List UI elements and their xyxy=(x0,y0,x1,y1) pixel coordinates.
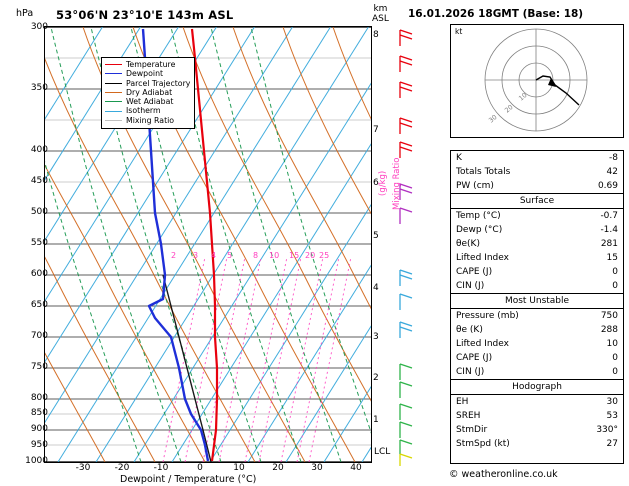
km-tick-3: 3 xyxy=(373,332,379,342)
row-value: 330° xyxy=(596,425,618,435)
legend-label-dry-adiabat: Dry Adiabat xyxy=(126,87,173,97)
row-value: 15 xyxy=(606,253,618,263)
section-header-most-unstable: Most Unstable xyxy=(451,293,623,309)
wind-barb-300 xyxy=(400,30,412,46)
hodograph-unit-label: kt xyxy=(455,27,463,36)
ytick-350: 350 xyxy=(30,83,48,93)
xtick-10: 10 xyxy=(233,463,245,473)
row-label: CIN (J) xyxy=(456,367,485,377)
table-row xyxy=(451,309,623,323)
legend-label-wet-adiabat: Wet Adiabat xyxy=(126,97,174,107)
row-label: Pressure (mb) xyxy=(456,311,519,321)
svg-text:20: 20 xyxy=(503,103,515,115)
row-label: PW (cm) xyxy=(456,181,494,191)
mixing-ratio-axis-label: Mixing Ratio xyxy=(392,157,402,210)
row-label: CAPE (J) xyxy=(456,353,493,363)
lcl-label: LCL xyxy=(374,447,391,457)
wind-barb-490 xyxy=(400,184,412,200)
mixing-ratio-label-8: 8 xyxy=(253,251,259,260)
wind-barb-640 xyxy=(400,294,412,310)
mixing-ratio-label-5: 5 xyxy=(227,251,233,260)
row-value: 0 xyxy=(612,281,618,291)
ytick-750: 750 xyxy=(30,362,48,372)
row-label: CAPE (J) xyxy=(456,267,493,277)
row-value: 750 xyxy=(600,311,618,321)
row-value: 10 xyxy=(606,339,618,349)
table-row xyxy=(451,223,623,237)
table-row xyxy=(451,395,623,409)
legend-label-parcel: Parcel Trajectory xyxy=(126,78,191,88)
mixing-ratio-label-3: 3 xyxy=(193,251,199,260)
table-row xyxy=(451,179,623,193)
svg-text:30: 30 xyxy=(487,113,499,125)
xtick--30: -30 xyxy=(75,463,91,473)
row-label: Temp (°C) xyxy=(456,211,501,221)
wind-barb-520 xyxy=(400,208,412,224)
row-label: SREH xyxy=(456,411,481,421)
hodograph-panel[interactable] xyxy=(450,24,624,138)
km-tick-7: 7 xyxy=(373,125,379,135)
x-axis-title: Dewpoint / Temperature (°C) xyxy=(120,474,257,485)
page-title: 53°06'N 23°10'E 143m ASL xyxy=(56,8,234,22)
ytick-600: 600 xyxy=(30,269,48,279)
wind-barb-830 xyxy=(400,382,412,398)
sounding-svg xyxy=(45,27,371,462)
km-tick-8: 8 xyxy=(373,30,379,40)
table-row xyxy=(451,323,623,337)
wind-barb-950 xyxy=(400,440,412,454)
xtick-0: 0 xyxy=(197,463,203,473)
legend-item-wet-adiabat xyxy=(105,97,190,106)
mixing-ratio-label-10: 10 xyxy=(269,251,280,260)
row-label: StmSpd (kt) xyxy=(456,439,510,449)
ytick-1000: 1000 xyxy=(25,456,48,466)
row-value: 53 xyxy=(606,411,618,421)
ytick-450: 450 xyxy=(30,176,48,186)
mixing-ratio-label-20: 20 xyxy=(305,251,316,260)
wind-barb-410 xyxy=(400,118,412,134)
pressure-unit-label: hPa xyxy=(16,8,34,19)
ytick-950: 950 xyxy=(30,440,48,450)
copyright-notice: © weatheronline.co.uk xyxy=(449,469,558,480)
ytick-900: 900 xyxy=(30,424,48,434)
legend-item-dewpoint xyxy=(105,69,190,78)
row-value: 281 xyxy=(600,239,618,249)
legend-item-mixing-ratio xyxy=(105,116,190,125)
row-value: -1.4 xyxy=(600,225,618,235)
xtick--10: -10 xyxy=(153,463,169,473)
km-tick-2: 2 xyxy=(373,373,379,383)
row-label: θe(K) xyxy=(456,239,480,249)
km-tick-1: 1 xyxy=(373,415,379,425)
table-row xyxy=(451,151,623,165)
ytick-500: 500 xyxy=(30,207,48,217)
km-label-line1: km xyxy=(373,4,388,14)
table-row xyxy=(451,209,623,223)
table-row xyxy=(451,437,623,451)
wind-barb-column xyxy=(392,26,420,466)
ytick-700: 700 xyxy=(30,331,48,341)
xtick-20: 20 xyxy=(272,463,284,473)
indices-table xyxy=(450,150,624,464)
row-label: CIN (J) xyxy=(456,281,485,291)
km-tick-6: 6 xyxy=(373,178,379,188)
row-value: 30 xyxy=(606,397,618,407)
wind-barb-700 xyxy=(400,322,412,338)
ytick-850: 850 xyxy=(30,408,48,418)
section-header-hodograph: Hodograph xyxy=(451,379,623,395)
row-label: Lifted Index xyxy=(456,253,509,263)
table-row xyxy=(451,251,623,265)
mixing-ratio-label-2: 2 xyxy=(171,251,177,260)
legend-item-temperature xyxy=(105,60,190,69)
xtick--20: -20 xyxy=(114,463,130,473)
mixing-ratio-label-25: 25 xyxy=(319,251,330,260)
wind-barb-600 xyxy=(400,270,412,286)
table-row xyxy=(451,265,623,279)
legend-item-parcel xyxy=(105,79,190,88)
legend-label-dewpoint: Dewpoint xyxy=(126,69,164,79)
wind-barb-985 xyxy=(400,454,412,466)
mixing-ratio-label-15: 15 xyxy=(289,251,300,260)
section-header-surface: Surface xyxy=(451,193,623,209)
legend-item-isotherm xyxy=(105,106,190,115)
wind-barb-790 xyxy=(400,364,412,380)
ytick-550: 550 xyxy=(30,238,48,248)
mixing-ratio-label-4: 4 xyxy=(211,251,217,260)
km-tick-5: 5 xyxy=(373,231,379,241)
row-value: 0.69 xyxy=(597,181,618,191)
row-value: -8 xyxy=(609,153,618,163)
row-label: Totals Totals xyxy=(456,167,511,177)
row-value: 42 xyxy=(606,167,618,177)
wind-barb-880 xyxy=(400,404,412,420)
legend-item-dry-adiabat xyxy=(105,88,190,97)
table-row xyxy=(451,365,623,379)
wind-barb-910 xyxy=(400,422,412,438)
ytick-400: 400 xyxy=(30,145,48,155)
km-tick-4: 4 xyxy=(373,283,379,293)
row-label: Lifted Index xyxy=(456,339,509,349)
row-value: 0 xyxy=(612,353,618,363)
legend-label-isotherm: Isotherm xyxy=(126,106,161,116)
legend xyxy=(101,57,195,129)
row-value: 0 xyxy=(612,267,618,277)
table-row xyxy=(451,337,623,351)
wind-barb-330 xyxy=(400,56,412,72)
row-label: EH xyxy=(456,397,469,407)
table-row xyxy=(451,237,623,251)
table-row xyxy=(451,351,623,365)
km-label-line2: ASL xyxy=(372,14,389,24)
table-row xyxy=(451,165,623,179)
legend-label-mixing-ratio: Mixing Ratio xyxy=(126,115,175,125)
table-row xyxy=(451,279,623,293)
date-title: 16.01.2026 18GMT (Base: 18) xyxy=(408,8,584,20)
row-value: -0.7 xyxy=(600,211,618,221)
ytick-650: 650 xyxy=(30,300,48,310)
row-label: K xyxy=(456,153,462,163)
xtick-30: 30 xyxy=(311,463,323,473)
wind-barb-430 xyxy=(400,142,412,158)
row-value: 0 xyxy=(612,367,618,377)
svg-text:10: 10 xyxy=(517,91,529,103)
table-row xyxy=(451,423,623,437)
row-label: StmDir xyxy=(456,425,488,435)
row-value: 288 xyxy=(600,325,618,335)
hodograph-svg xyxy=(451,25,621,135)
row-value: 27 xyxy=(606,439,618,449)
row-label: Dewp (°C) xyxy=(456,225,503,235)
altitude-unit-label xyxy=(372,4,389,24)
ytick-800: 800 xyxy=(30,393,48,403)
mixing-ratio-units-label: (g/kg) xyxy=(378,170,388,196)
row-label: θe (K) xyxy=(456,325,483,335)
table-row xyxy=(451,409,623,423)
ytick-300: 300 xyxy=(30,22,48,32)
xtick-40: 40 xyxy=(350,463,362,473)
sounding-plot[interactable] xyxy=(44,26,372,463)
legend-label-temperature: Temperature xyxy=(126,60,176,69)
wind-barb-350 xyxy=(400,82,412,98)
